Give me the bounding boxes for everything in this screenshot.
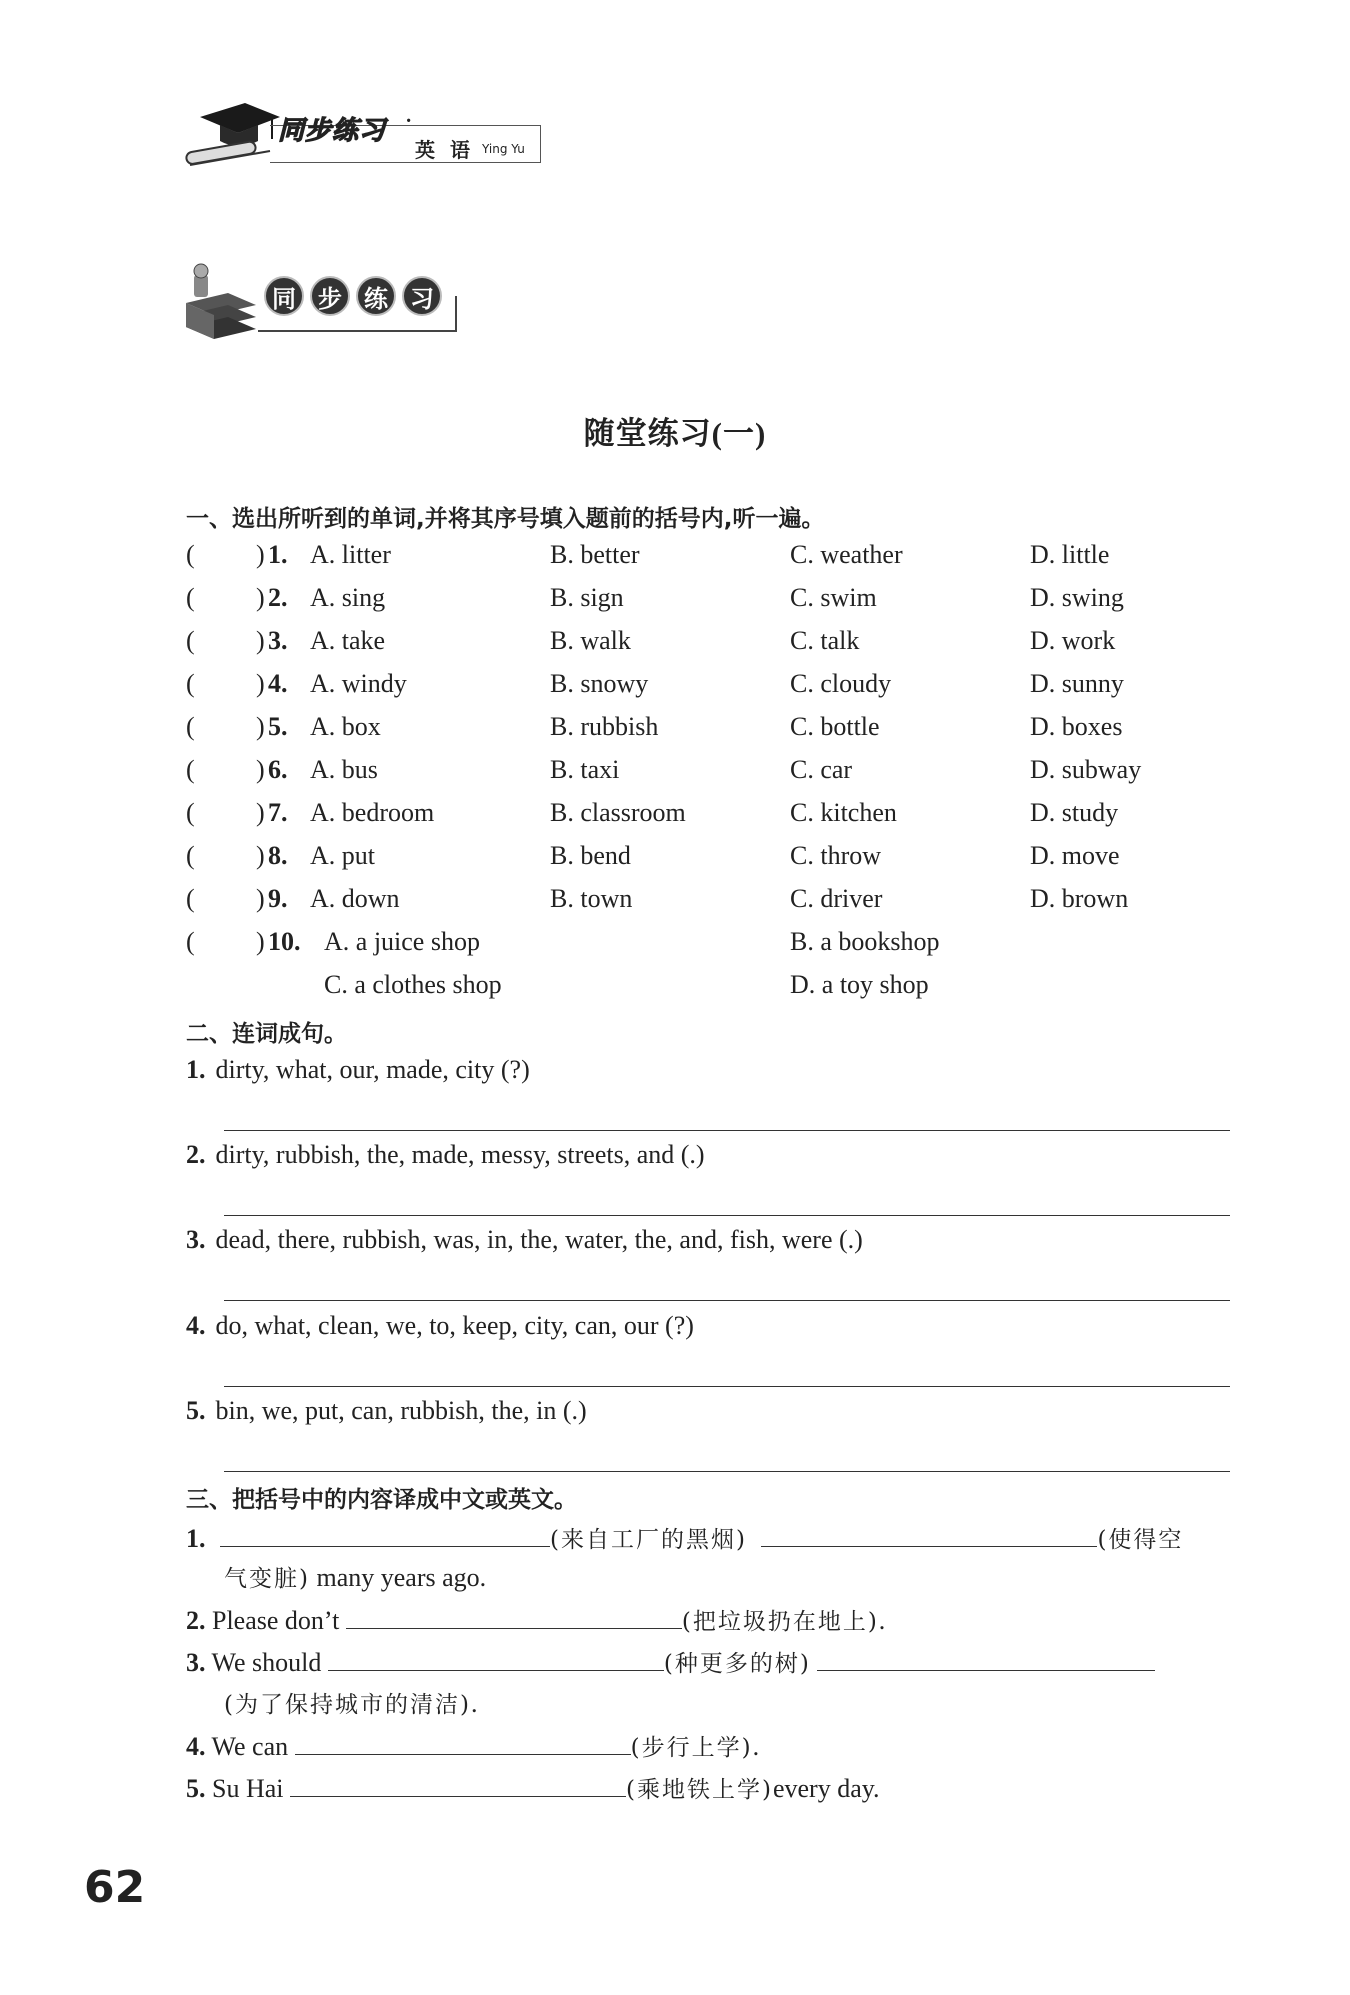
question-number: 4. — [186, 1732, 206, 1761]
answer-line[interactable] — [224, 1300, 1230, 1301]
header-pinyin: Ying Yu — [482, 142, 525, 156]
option-d: D. boxes — [1030, 712, 1123, 741]
answer-line[interactable] — [224, 1215, 1230, 1216]
question-number: 4. — [268, 669, 288, 698]
question-number: 6. — [268, 755, 288, 784]
question-words: dirty, rubbish, the, made, messy, streets, and (.) — [215, 1140, 705, 1169]
option-b: B. better — [550, 540, 640, 569]
answer-bracket-open[interactable]: ( — [186, 626, 195, 655]
option-d: D. study — [1030, 798, 1119, 827]
section-char: 练 — [356, 276, 396, 316]
answer-blank[interactable] — [761, 1520, 1097, 1547]
part1-heading: 一、选出所听到的单词,并将其序号填入题前的括号内,听一遍。 — [186, 506, 825, 532]
question-number: 1. — [186, 1524, 206, 1553]
question-words: dead, there, rubbish, was, in, the, water, the, and, fish, were (.) — [215, 1225, 863, 1254]
option-a: A. down — [310, 884, 400, 913]
option-b: B. snowy — [550, 669, 649, 698]
chinese-hint: (把垃圾扔在地上) — [681, 1609, 879, 1635]
page-title: 随堂练习(一) — [583, 416, 767, 451]
option-c: C. swim — [790, 583, 877, 612]
option-a: A. bus — [310, 755, 378, 784]
translation-question-continued — [224, 1686, 477, 1719]
chinese-hint: (使得空 — [1097, 1527, 1184, 1553]
answer-bracket-open[interactable]: ( — [186, 669, 195, 698]
option-c: C. talk — [790, 626, 860, 655]
part3-heading: 三、把括号中的内容译成中文或英文。 — [186, 1487, 577, 1513]
answer-line[interactable] — [224, 1386, 1230, 1387]
chinese-hint: (步行上学) — [630, 1735, 753, 1761]
answer-bracket-open[interactable]: ( — [186, 798, 195, 827]
word-order-question — [186, 1055, 530, 1085]
option-d: D. subway — [1030, 755, 1142, 784]
answer-blank[interactable] — [295, 1728, 631, 1755]
option-d: D. work — [1030, 626, 1116, 655]
header-dot: · — [404, 106, 414, 137]
page-number: 62 — [84, 1862, 146, 1913]
section-rule-end — [455, 296, 457, 332]
option-a: A. bedroom — [310, 798, 435, 827]
section-char: 步 — [310, 276, 350, 316]
translation-question — [186, 1602, 885, 1636]
answer-bracket-close: ) — [256, 626, 265, 655]
option-c: C. driver — [790, 884, 883, 913]
translation-question — [186, 1770, 880, 1804]
question-words: bin, we, put, can, rubbish, the, in (.) — [215, 1396, 587, 1425]
question-number: 5. — [268, 712, 288, 741]
answer-bracket-open[interactable]: ( — [186, 927, 195, 956]
answer-line[interactable] — [224, 1130, 1230, 1131]
answer-bracket-close: ) — [256, 884, 265, 913]
answer-bracket-close: ) — [256, 927, 265, 956]
answer-blank[interactable] — [328, 1644, 664, 1671]
question-number: 10. — [268, 927, 301, 956]
question-number: 2. — [186, 1606, 206, 1635]
option-d: D. brown — [1030, 884, 1129, 913]
option-c: C. throw — [790, 841, 881, 870]
option-c: C. cloudy — [790, 669, 892, 698]
answer-bracket-close: ) — [256, 798, 265, 827]
answer-line[interactable] — [224, 1471, 1230, 1472]
translation-question-continued — [224, 1560, 486, 1593]
answer-bracket-open[interactable]: ( — [186, 841, 195, 870]
header-brand: 同步练习 — [278, 116, 387, 146]
question-number: 8. — [268, 841, 288, 870]
option-b: B. walk — [550, 626, 631, 655]
question-number: 4. — [186, 1311, 206, 1340]
word-order-question — [186, 1140, 705, 1170]
option-c: C. car — [790, 755, 853, 784]
question-number: 2. — [186, 1140, 206, 1169]
sentence-tail: . — [752, 1732, 760, 1761]
question-number: 1. — [268, 540, 288, 569]
sentence-tail: . — [470, 1689, 478, 1718]
option-b: B. bend — [550, 841, 631, 870]
section-rule — [258, 330, 456, 332]
sentence-tail: many years ago. — [309, 1563, 487, 1592]
word-order-question — [186, 1311, 694, 1341]
word-order-question — [186, 1225, 863, 1255]
question-number: 2. — [268, 583, 288, 612]
question-number: 3. — [186, 1225, 206, 1254]
question-words: do, what, clean, we, to, keep, city, can, our (?) — [215, 1311, 694, 1340]
option-d: D. sunny — [1030, 669, 1124, 698]
chinese-hint: (乘地铁上学) — [626, 1777, 773, 1803]
answer-bracket-open[interactable]: ( — [186, 884, 195, 913]
answer-bracket-close: ) — [256, 669, 265, 698]
answer-bracket-close: ) — [256, 540, 265, 569]
translation-question — [186, 1644, 1155, 1678]
option-a: A. windy — [310, 669, 407, 698]
question-number: 3. — [186, 1648, 206, 1677]
option-b: B. classroom — [550, 798, 686, 827]
option-a: A. a juice shop — [324, 927, 480, 956]
sentence-lead: Please don’t — [212, 1606, 340, 1635]
header-subject: 英 语 — [415, 138, 474, 162]
answer-bracket-close: ) — [256, 583, 265, 612]
option-c: C. kitchen — [790, 798, 897, 827]
question-number: 5. — [186, 1774, 206, 1803]
question-number: 9. — [268, 884, 288, 913]
translation-question — [186, 1520, 1183, 1554]
chinese-hint: (为了保持城市的清洁) — [224, 1692, 471, 1718]
option-b: B. sign — [550, 583, 624, 612]
option-c: C. weather — [790, 540, 903, 569]
answer-bracket-open[interactable]: ( — [186, 540, 195, 569]
sentence-tail: every day. — [772, 1774, 880, 1803]
answer-blank[interactable] — [817, 1644, 1155, 1671]
question-number: 1. — [186, 1055, 206, 1084]
option-d: D. move — [1030, 841, 1120, 870]
sentence-tail: . — [878, 1606, 886, 1635]
option-a: A. box — [310, 712, 381, 741]
section-char: 习 — [402, 276, 442, 316]
part2-heading: 二、连词成句。 — [186, 1021, 347, 1047]
answer-blank[interactable] — [290, 1770, 626, 1797]
option-c: C. a clothes shop — [324, 970, 502, 999]
question-number: 5. — [186, 1396, 206, 1425]
answer-blank[interactable] — [346, 1602, 682, 1629]
option-a: A. put — [310, 841, 375, 870]
option-a: A. sing — [310, 583, 386, 612]
option-d: D. swing — [1030, 583, 1124, 612]
answer-bracket-open[interactable]: ( — [186, 755, 195, 784]
sentence-lead: We can — [211, 1732, 289, 1761]
answer-bracket-close: ) — [256, 755, 265, 784]
option-c: C. bottle — [790, 712, 880, 741]
option-d: D. a toy shop — [790, 970, 929, 999]
question-words: dirty, what, our, made, city (?) — [215, 1055, 530, 1084]
answer-bracket-close: ) — [256, 712, 265, 741]
sentence-lead: We should — [211, 1648, 322, 1677]
option-a: A. take — [310, 626, 386, 655]
books-icon — [182, 255, 262, 345]
word-order-question — [186, 1396, 587, 1426]
chinese-hint: 气变脏) — [224, 1566, 310, 1592]
question-number: 3. — [268, 626, 288, 655]
option-a: A. litter — [310, 540, 391, 569]
option-b: B. taxi — [550, 755, 620, 784]
section-char: 同 — [264, 276, 304, 316]
option-b: B. rubbish — [550, 712, 659, 741]
option-b: B. a bookshop — [790, 927, 940, 956]
chinese-hint: (种更多的树) — [663, 1651, 811, 1677]
chinese-hint: (来自工厂的黑烟) — [550, 1527, 747, 1553]
option-b: B. town — [550, 884, 633, 913]
answer-bracket-open[interactable]: ( — [186, 712, 195, 741]
section-badge — [264, 276, 442, 316]
question-number: 7. — [268, 798, 288, 827]
translation-question — [186, 1728, 759, 1762]
answer-bracket-open[interactable]: ( — [186, 583, 195, 612]
answer-blank[interactable] — [220, 1520, 550, 1547]
sentence-lead: Su Hai — [212, 1774, 284, 1803]
option-d: D. little — [1030, 540, 1110, 569]
answer-bracket-close: ) — [256, 841, 265, 870]
